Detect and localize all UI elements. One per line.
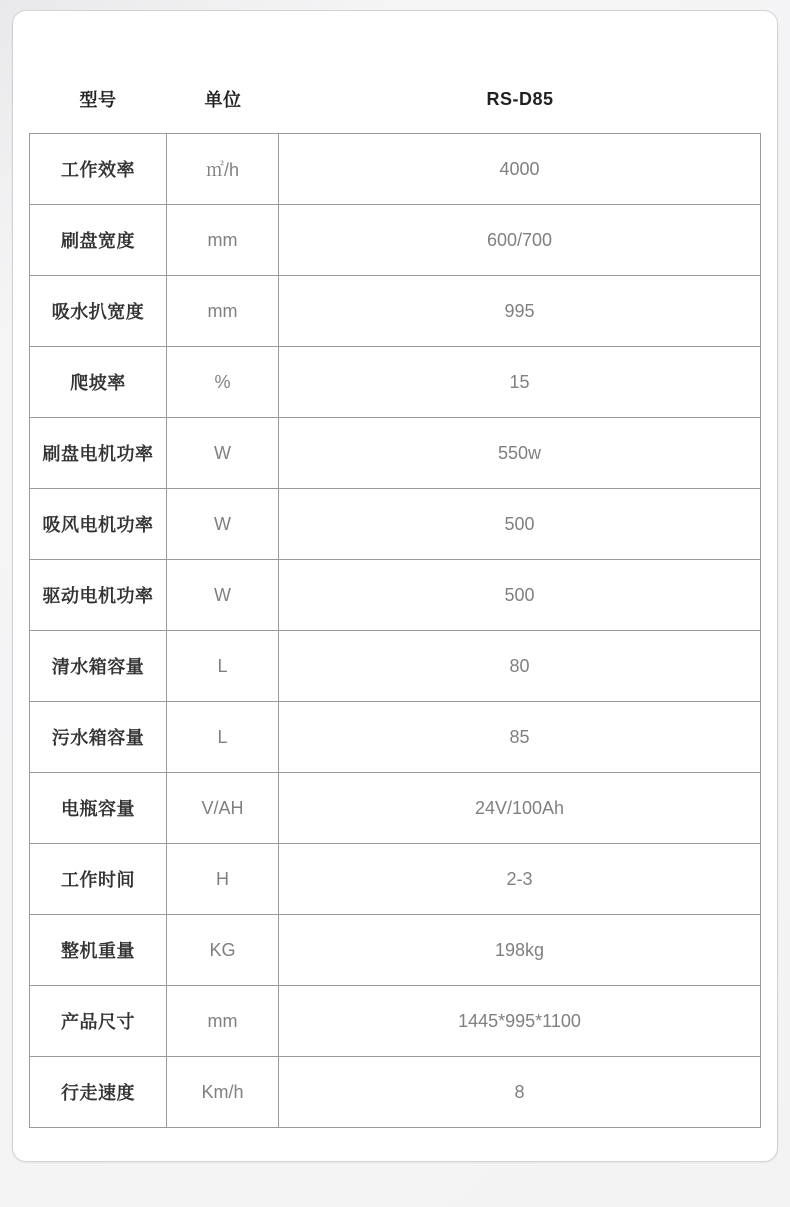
spec-value: 85 xyxy=(279,702,761,773)
spec-label: 爬坡率 xyxy=(30,347,167,418)
spec-value: 24V/100Ah xyxy=(279,773,761,844)
spec-label: 产品尺寸 xyxy=(30,986,167,1057)
spec-label: 刷盘宽度 xyxy=(30,205,167,276)
spec-label: 电瓶容量 xyxy=(30,773,167,844)
table-row xyxy=(30,631,761,702)
table-row xyxy=(30,276,761,347)
table-row xyxy=(30,560,761,631)
spec-card xyxy=(12,10,778,1162)
spec-label: 行走速度 xyxy=(30,1057,167,1128)
table-row xyxy=(30,773,761,844)
spec-unit: KG xyxy=(167,915,279,986)
spec-value: 500 xyxy=(279,560,761,631)
table-row xyxy=(30,418,761,489)
spec-value: 15 xyxy=(279,347,761,418)
table-row xyxy=(30,844,761,915)
spec-unit: L xyxy=(167,702,279,773)
table-row xyxy=(30,1057,761,1128)
spec-unit: mm xyxy=(167,986,279,1057)
spec-unit: L xyxy=(167,631,279,702)
table-row xyxy=(30,702,761,773)
spec-value: 198kg xyxy=(279,915,761,986)
spec-value: 8 xyxy=(279,1057,761,1128)
table-row xyxy=(30,489,761,560)
spec-unit: ㎡/h xyxy=(167,134,279,205)
table-row xyxy=(30,205,761,276)
spec-unit: mm xyxy=(167,205,279,276)
spec-value: 1445*995*1100 xyxy=(279,986,761,1057)
spec-value: 600/700 xyxy=(279,205,761,276)
spec-unit: % xyxy=(167,347,279,418)
table-row xyxy=(30,986,761,1057)
header-model: 型号 xyxy=(79,90,117,110)
spec-unit: W xyxy=(167,489,279,560)
spec-label: 驱动电机功率 xyxy=(30,560,167,631)
spec-unit: W xyxy=(167,560,279,631)
table-row xyxy=(30,915,761,986)
table-row xyxy=(30,134,761,205)
spec-label: 工作时间 xyxy=(30,844,167,915)
spec-unit: W xyxy=(167,418,279,489)
spec-unit: V/AH xyxy=(167,773,279,844)
spec-value: 80 xyxy=(279,631,761,702)
spec-table-header xyxy=(29,75,761,123)
spec-unit: mm xyxy=(167,276,279,347)
spec-value: 4000 xyxy=(279,134,761,205)
spec-unit: H xyxy=(167,844,279,915)
header-unit: 单位 xyxy=(204,90,242,110)
spec-value: 500 xyxy=(279,489,761,560)
spec-unit: Km/h xyxy=(167,1057,279,1128)
spec-label: 刷盘电机功率 xyxy=(30,418,167,489)
spec-label: 吸风电机功率 xyxy=(30,489,167,560)
spec-label: 吸水扒宽度 xyxy=(30,276,167,347)
spec-value: 995 xyxy=(279,276,761,347)
spec-label: 工作效率 xyxy=(30,134,167,205)
spec-label: 清水箱容量 xyxy=(30,631,167,702)
header-value: RS-D85 xyxy=(486,88,554,109)
spec-label: 污水箱容量 xyxy=(30,702,167,773)
spec-value: 550w xyxy=(279,418,761,489)
spec-table xyxy=(29,133,761,1128)
table-row xyxy=(30,347,761,418)
spec-label: 整机重量 xyxy=(30,915,167,986)
spec-value: 2-3 xyxy=(279,844,761,915)
